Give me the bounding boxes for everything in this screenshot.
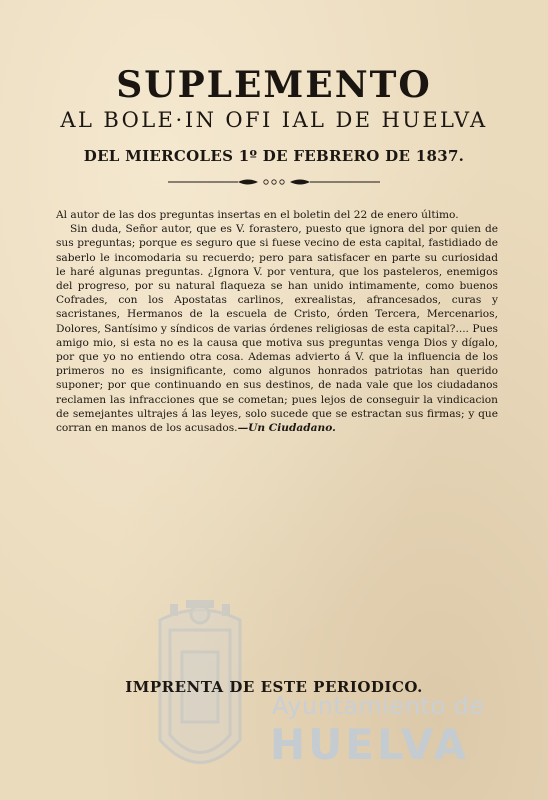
watermark-line2: HUELVA [270,720,470,769]
signature: —Un Ciudadano. [237,422,336,435]
imprint-footer: IMPRENTA DE ESTE PERIODICO. [125,678,423,696]
article-paragraph: Sin duda, Señor autor, que es V. forastero, puesto que ignora del por quien de sus preguntas; porque es seguro que si fuese vecino de esta capital, fastidiado de saberlo le incomodaria su recuerdo; pero para satisfacer en parte su curiosidad le haré algunas preguntas. ¿Ignora V. por ventura, que los pasteleros, enemigos del progreso, por su natural flaqueza se han unido intimamente, como buenos Cofrades, con los Apostatas carlinos, exrealistas, afrancesados, curas y sacristanes, Hermanos de la escuela de Cristo, órden Tercera, Mercenarios, Dolores, Santísimo y síndicos de varias órdenes religiosas de esta capital?.... Pues amigo mio, si esta no es la causa que motiva sus preguntas venga Dios y dígalo, por que yo no entiendo otra cosa. Ademas advierto á V. que la influencia de los primeros no es insignificante, como algunos honrados patriotas han querido suponer; por que continuando en sus destinos, de nada vale que los ciudadanos reclamen las infracciones que se cometan; pues lejos de conseguir la vindicacion de semejantes ultrajes á las leyes, solo sucede que se estractan sus firmas; y que corran en manos de los acusados.—Un Ciudadano. [56,223,498,435]
ornament-divider [168,176,380,188]
page-title: SUPLEMENTO [116,64,432,106]
dateline: DEL MIERCOLES 1º DE FEBRERO DE 1837. [83,147,465,165]
article-body [56,208,498,435]
watermark-line1: Ayuntamiento de [272,692,485,720]
article-heading: Al autor de las dos preguntas insertas en el boletin del 22 de enero último. [56,209,459,221]
page-subtitle: AL BOLE⋅IN OFI IAL DE HUELVA [60,108,488,132]
